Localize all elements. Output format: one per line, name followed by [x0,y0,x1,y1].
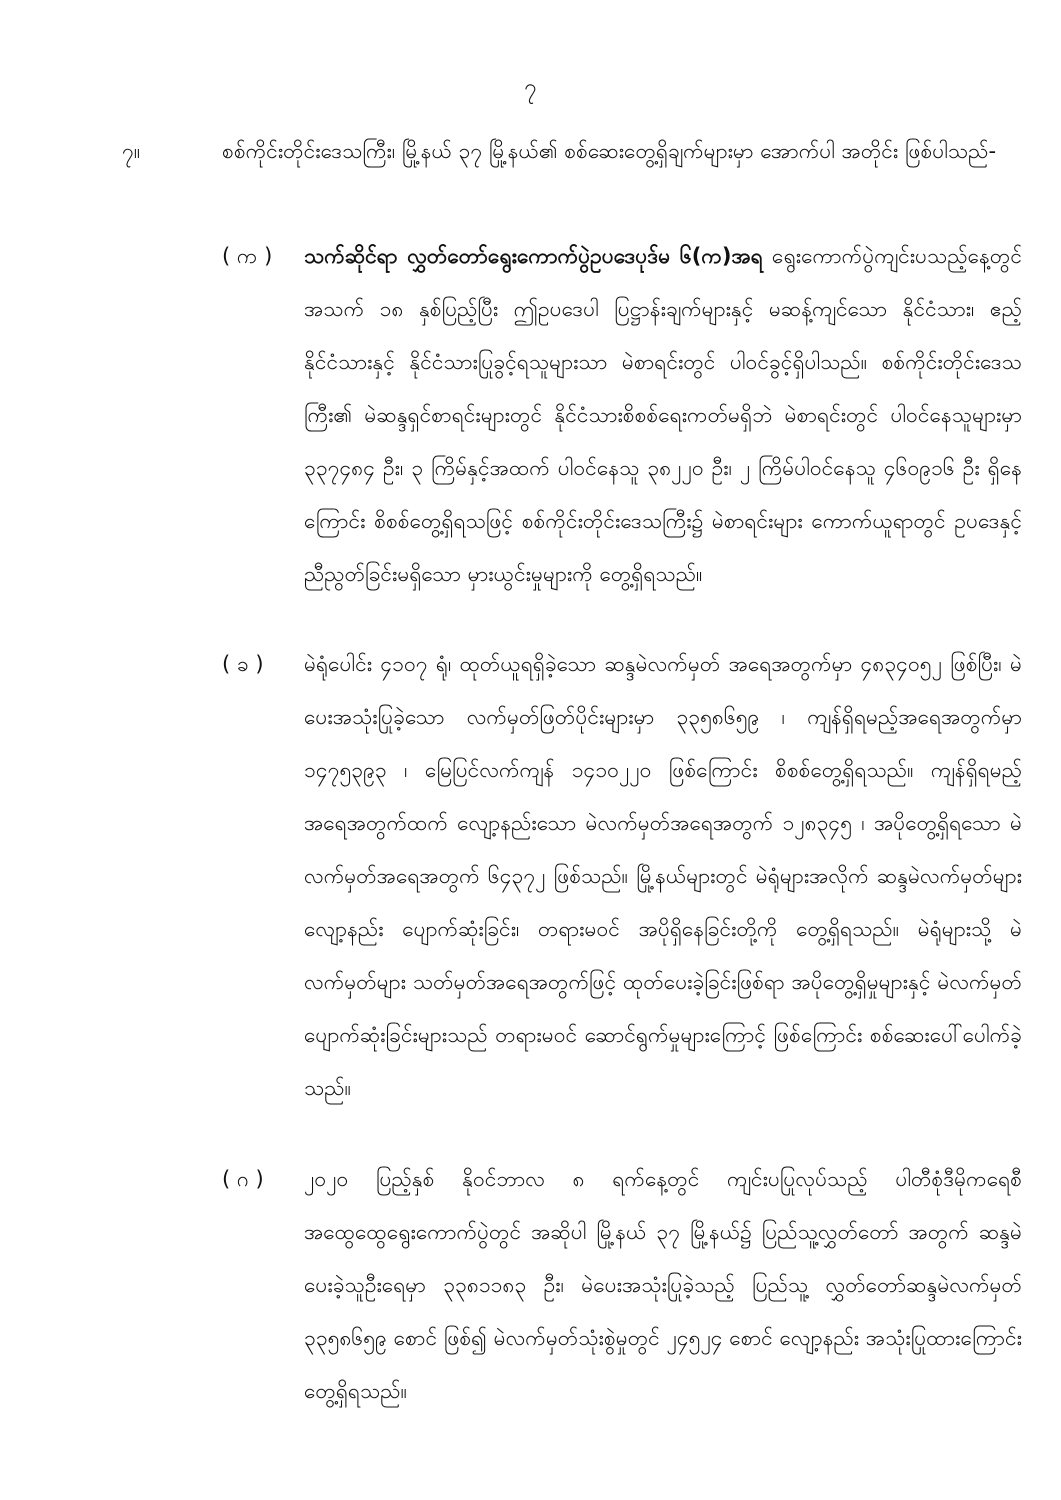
item-marker: ( က ) [222,244,273,268]
item-text: ရွေးကောက်ပွဲကျင်းပသည့်နေ့တွင် အသက် ၁၈ နှစ်ပြည့်ပြီး ဤဥပဒေပါ ပြဋ္ဌာန်းချက်များနှင့် မဆန့်ကျင်သော နိုင်ငံသား၊ ဧည့်နိုင်ငံသားနှင့် နိုင်ငံသားပြုခွင့်ရသူများသာ မဲစာရင်းတွင် ပါဝင်ခွင့်ရှိပါသည်။ စစ်ကိုင်းတိုင်းဒေသကြီး၏ မဲဆန္ဒရှင်စာရင်းများတွင် နိုင်ငံသားစိစစ်ရေးကတ်မရှိဘဲ မဲစာရင်းတွင် ပါဝင်နေသူများမှာ ၃၃၇၄၈၄ ဦး၊ ၃ ကြိမ်နှင့်အထက် ပါဝင်နေသူ ၃၈၂၂၀ ဦး၊ ၂ ကြိမ်ပါဝင်နေသူ ၄၆၀၉၁၆ ဦး ရှိနေကြောင်း စိစစ်တွေ့ရှိရသဖြင့် စစ်ကိုင်းတိုင်းဒေသကြီး၌ မဲစာရင်းများ ကောက်ယူရာတွင် ဥပဒေနှင့်ညီညွတ်ခြင်းမရှိသော မှားယွင်းမှုများကို တွေ့ရှိရသည်။ [304,244,1022,586]
item-body [304,1153,1022,1418]
intro-paragraph [122,125,1012,178]
list-item [222,1153,1022,1418]
item-body [304,638,1022,1115]
paragraph-number: ၇။ [122,139,141,163]
item-body [304,230,1022,601]
item-marker: ( ခ ) [222,652,264,676]
item-marker: ( ဂ ) [222,1167,264,1191]
intro-text: စစ်ကိုင်းတိုင်းဒေသကြီး၊ မြို့နယ် ၃၇ မြို့နယ်၏ စစ်ဆေးတွေ့ရှိချက်များမှာ အောက်ပါ အတိုင်း ဖြစ်ပါသည်- [222,139,997,163]
item-text: မဲရုံပေါင်း ၄၁၀၇ ရုံ၊ ထုတ်ယူရရှိခဲ့သော ဆန္ဒမဲလက်မှတ် အရေအတွက်မှာ ၄၈၃၄၀၅၂ ဖြစ်ပြီး၊ မဲပေးအသုံးပြုခဲ့သော လက်မှတ်ဖြတ်ပိုင်းများမှာ ၃၃၅၈၆၅၉ ၊ ကျန်ရှိရမည့်အရေအတွက်မှာ ၁၄၇၅၃၉၃ ၊ မြေပြင်လက်ကျန် ၁၄၁၀၂၂၀ ဖြစ်ကြောင်း စိစစ်တွေ့ရှိရသည်။ ကျန်ရှိရမည့် အရေအတွက်ထက် လျော့နည်းသော မဲလက်မှတ်အရေအတွက် ၁၂၈၃၄၅ ၊ အပိုတွေ့ရှိရသော မဲလက်မှတ်အရေအတွက် ၆၄၃၇၂ ဖြစ်သည်။ မြို့နယ်များတွင် မဲရုံများအလိုက် ဆန္ဒမဲလက်မှတ်များ လျော့နည်း ပျောက်ဆုံးခြင်း၊ တရားမဝင် အပိုရှိနေခြင်းတို့ကို တွေ့ရှိရသည်။ မဲရုံများသို့ မဲလက်မှတ်များ သတ်မှတ်အရေအတွက်ဖြင့် ထုတ်ပေးခဲ့ခြင်းဖြစ်ရာ အပိုတွေ့ရှိမှုများနှင့် မဲလက်မှတ်ပျောက်ဆုံးခြင်းများသည် တရားမဝင် ဆောင်ရွက်မှုများကြောင့် ဖြစ်ကြောင်း စစ်ဆေးပေါ်ပေါက်ခဲ့သည်။ [304,652,1022,1100]
page-number: ၇ [524,75,537,100]
item-bold-lead: သက်ဆိုင်ရာ လွှတ်တော်ရွေးကောက်ပွဲဥပဒေပုဒ်မ ၆(က)အရ [304,244,763,268]
item-text: ၂၀၂၀ ပြည့်နှစ် နိုဝင်ဘာလ ၈ ရက်နေ့တွင် ကျင်းပပြုလုပ်သည့် ပါတီစုံဒီမိုကရေစီ အထွေထွေရွေးကောက်ပွဲတွင် အဆိုပါ မြို့နယ် ၃၇ မြို့နယ်၌ ပြည်သူ့လွှတ်တော် အတွက် ဆန္ဒမဲပေးခဲ့သူဦးရေမှာ ၃၃၈၁၁၈၃ ဦး၊ မဲပေးအသုံးပြုခဲ့သည့် ပြည်သူ့ လွှတ်တော်ဆန္ဒမဲလက်မှတ် ၃၃၅၈၆၅၉ စောင် ဖြစ်၍ မဲလက်မှတ်သုံးစွဲမှုတွင် ၂၄၅၂၄ စောင် လျော့နည်း အသုံးပြုထားကြောင်း တွေ့ရှိရသည်။ [304,1167,1022,1403]
list-item [222,638,1022,1115]
list-item [222,230,1022,601]
